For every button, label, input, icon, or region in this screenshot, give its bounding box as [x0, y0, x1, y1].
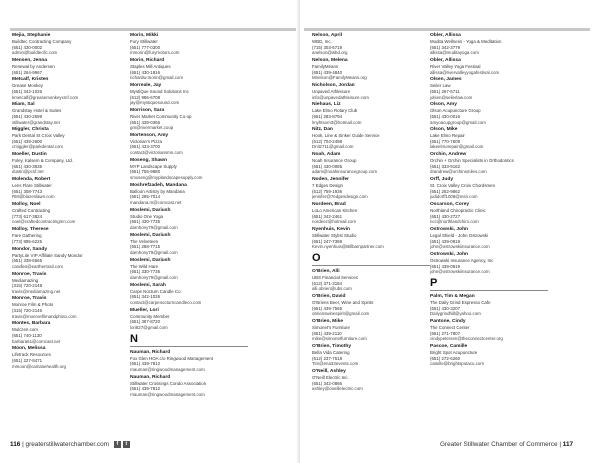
entry-phone: (651) 439-2110: [312, 330, 342, 336]
entry-name: Pascoe, Camille: [430, 344, 468, 350]
entry-name: Molloy, Therese: [12, 227, 49, 233]
entry-name: Ostrowski, John: [430, 227, 469, 233]
entry-business: Fox Glen HOA c/o Ringwood Management: [130, 355, 213, 361]
directory-entry: [130, 283, 248, 306]
entry-phone: (651) 439-0366: [130, 119, 161, 125]
entry-name: Mueller, Lori: [130, 307, 159, 313]
entry-email[interactable]: obrienswinespirit@gmail.com: [312, 311, 370, 317]
entry-business: Legal Shield - John Ostrowski: [430, 233, 489, 239]
entry-name: Moeller, Dustin: [12, 152, 47, 158]
entry-name: Morreale, Jay: [130, 82, 162, 88]
footer-website[interactable]: greaterstillwaterchamber.com: [25, 441, 109, 449]
entry-email[interactable]: john@ostrowskiinsurance.com: [430, 269, 490, 275]
entry-phone: (651) 439-0919: [430, 238, 461, 244]
top-rule: [304, 28, 590, 31]
entry-name: Morrison, Sara: [130, 107, 165, 113]
entry-email[interactable]: darnhony79@gmail.com: [130, 274, 178, 280]
entry-business: Lifetrack Resources: [12, 352, 51, 358]
entry-email[interactable]: ashley@oneillelectric.com: [312, 386, 363, 392]
directory-entry: [430, 177, 548, 200]
directory-entry: [430, 252, 548, 275]
entry-phone: (651) 430-2699: [12, 113, 43, 119]
directory-entry: [430, 344, 548, 367]
entry-business: 7 Edges Design: [312, 183, 343, 189]
entry-name: Mejia, Stephanie: [12, 33, 51, 38]
entry-email[interactable]: cindypetersen@theconnectcenter.org: [430, 336, 503, 342]
directory-entry: [12, 272, 130, 295]
entry-phone: (651) 430-0002: [12, 44, 43, 50]
directory-entry: [12, 127, 130, 150]
entry-email[interactable]: candles@earthentrail.com: [12, 263, 64, 269]
entry-business: Unpaved Athleisure: [312, 88, 351, 94]
entry-email[interactable]: lakeelmorepair@gmail.com: [430, 144, 484, 150]
page-number-right: 117: [562, 441, 574, 448]
entry-email[interactable]: barbara61@comcast.net: [12, 338, 61, 344]
directory-entry: [12, 321, 130, 344]
entry-email[interactable]: mmorin@furymotors.com: [130, 50, 180, 56]
entry-business: Staples Mill Antiques: [130, 63, 171, 69]
entry-name: O'Brien, David: [312, 294, 346, 300]
directory-column-1: [12, 33, 130, 371]
entry-email[interactable]: alli.obrien@ubs.com: [312, 286, 352, 292]
directory-entry: [130, 133, 248, 156]
entry-business: Carpe Nocturn Candle Co: [130, 288, 181, 294]
entry-name: Nelson, April: [312, 33, 342, 38]
directory-entry: [312, 227, 430, 250]
entry-name: Moshrefzadeh, Mandana: [130, 182, 187, 188]
social-icons: [114, 441, 130, 448]
entry-name: Moon, Melissa: [12, 346, 46, 352]
entry-phone: (612) 986-6708: [130, 94, 161, 100]
entry-email[interactable]: lmyhtsom3@hotmail.com: [312, 119, 362, 125]
entry-email[interactable]: judidorff1008@msn.com: [430, 194, 478, 200]
entry-email[interactable]: jennifer@7edgesdesign.com: [312, 194, 368, 200]
entry-business: Victorian's Pizza: [130, 138, 162, 144]
directory-entry: [312, 102, 430, 125]
directory-entry: [430, 227, 548, 250]
entry-business: Crafted Contracting: [12, 208, 51, 214]
entry-name: Ostrowski, John: [430, 252, 469, 258]
directory-entry: [12, 33, 130, 56]
entry-business: Renewal by Andersen: [12, 63, 55, 69]
entry-email[interactable]: info@unpavedathleisure.com: [312, 94, 369, 100]
entry-phone: (612) 371-3184: [312, 280, 343, 286]
entry-phone: (651) 338-6565: [12, 258, 43, 264]
entry-business: River Valley Yoga Festival: [430, 63, 481, 69]
entry-email[interactable]: adam@noahinsurancegroup.com: [312, 169, 377, 175]
entry-business: Fare Gathering: [12, 233, 42, 239]
entry-email[interactable]: anelson@wbd.org: [312, 50, 348, 56]
entry-email[interactable]: contact@victoriansmn.com: [130, 150, 183, 156]
entry-email[interactable]: Dailygrindhill@yahoo.com: [430, 311, 481, 317]
directory-entry: [12, 152, 130, 175]
directory-entry: [130, 108, 248, 131]
entry-business: Grandstay Hotel & Suites: [12, 108, 62, 114]
entry-email[interactable]: rnauman@ringwoodmanagement.com: [130, 366, 205, 372]
entry-name: Moslemi, Dariush: [130, 232, 171, 238]
entry-name: Morin, Mikki: [130, 33, 159, 38]
directory-entry: [12, 227, 130, 244]
entry-business: Stillwater Stylist Studio: [312, 233, 357, 239]
entry-name: Olson, Amy: [430, 102, 457, 108]
directory-entry: [430, 152, 548, 175]
left-footer: 116 | greaterstillwaterchamber.com f t: [10, 441, 130, 449]
directory-entry: [430, 202, 548, 225]
entry-name: Orchin, Andrew: [430, 152, 467, 158]
entry-name: Mondor, Sandy: [12, 246, 48, 252]
entry-name: O'Neill, Ashley: [312, 369, 346, 374]
entry-business: O'Briens Beer, Wine and Spirits: [312, 300, 374, 306]
entry-phone: (651) 439-7812: [130, 386, 161, 392]
entry-phone: (651) 770-7609: [430, 138, 461, 144]
entry-email[interactable]: noel@craftedcontractingmn.com: [12, 219, 76, 225]
entry-phone: (651) 288-7715: [130, 244, 161, 250]
entry-name: Mensen, Jenna: [12, 57, 48, 63]
entry-business: UBS Financial Services: [312, 275, 358, 281]
entry-name: Niehaus, Liz: [312, 102, 341, 108]
entry-phone: (773) 617-3824: [12, 213, 43, 219]
entry-email[interactable]: admin@buildtecllc.com: [12, 50, 58, 56]
right-footer: Greater Stillwater Chamber of Commerce | 117: [440, 441, 574, 448]
entry-phone: (651) 430-1816: [130, 69, 161, 75]
entry-name: O'Brien, Alli: [312, 269, 340, 275]
entry-name: Nauman, Richard: [130, 374, 171, 380]
entry-phone: (651) 227-8471: [12, 358, 43, 363]
entry-email[interactable]: smoseng@myplandscapesupply.com: [130, 175, 203, 181]
entry-business: PartyLite VIP Affiliate Sandy Mondor: [12, 252, 83, 258]
entry-business: Mudita Wellness - Yoga & Meditation: [430, 39, 502, 44]
entry-email[interactable]: allissa@muditayoga.com: [430, 50, 479, 56]
entry-phone: (651) 271-7807: [430, 330, 461, 336]
directory-entry: [430, 58, 548, 75]
entry-email[interactable]: camille@brightspotacu.com: [430, 361, 484, 367]
entry-phone: (651) 777-0300: [130, 44, 161, 50]
entry-phone: (651) 267-6711: [430, 88, 460, 94]
entry-phone: (651) 295-7014: [130, 194, 161, 200]
entry-name: O'Brien, Mike: [312, 319, 344, 325]
entry-email[interactable]: travis@mediamazing.net: [12, 288, 61, 294]
entry-name: Moslemi, Dariush: [130, 207, 171, 213]
entry-name: Obler, Allissa: [430, 57, 461, 63]
entry-business: Lake Elmo Repair: [430, 133, 465, 139]
directory-entry: [130, 375, 248, 398]
entry-business: Simonet's Furniture: [312, 325, 350, 331]
entry-business: River Market Community Co-op: [130, 113, 192, 119]
entry-phone: (651) 247-7369: [312, 238, 343, 244]
letter-section-header: N: [130, 333, 248, 347]
entry-phone: (651) 430-2727: [430, 213, 461, 219]
entry-name: Montes, Barbara: [12, 321, 51, 327]
facebook-icon[interactable]: f: [114, 441, 121, 448]
entry-phone: (651) 430-7735: [130, 219, 161, 225]
entry-business: Orchin + Orchin Specialists in Orthodontics: [430, 158, 514, 164]
entry-phone: (315) 720-2148: [12, 283, 43, 289]
entry-name: Nordeen, Brad: [312, 202, 346, 208]
directory-entry: [430, 33, 548, 56]
directory-entry: [430, 102, 548, 125]
entry-email[interactable]: allissa@rivervalleyyogafestival.com: [430, 69, 500, 75]
entry-business: Noah Insurance Group: [312, 158, 357, 164]
entry-phone: (651) 439-7565: [312, 305, 343, 311]
entry-name: Nitz, Dan: [312, 127, 333, 133]
entry-email[interactable]: lori827@gmail.com: [130, 324, 168, 330]
entry-business: Olson Acupuncture Group: [430, 108, 481, 114]
entry-email[interactable]: Dnitz711@gmail.com: [312, 144, 354, 150]
directory-entry: [312, 83, 430, 100]
directory-column-4: [430, 33, 548, 369]
directory-entry: [12, 77, 130, 100]
entry-phone: (651) 342-3779: [430, 44, 461, 50]
entry-name: Molenda, Robert: [12, 177, 51, 183]
entry-business: O'Neill Electric Inc.: [312, 375, 349, 380]
entry-phone: (651) 264-9967: [12, 69, 43, 75]
entry-phone: (651) 439-7812: [130, 361, 161, 367]
entry-email[interactable]: rnauman@ringwoodmanagement.com: [130, 391, 205, 397]
entry-business: FamilyMeans: [312, 63, 339, 69]
entry-name: Noden, Jennifer: [312, 177, 349, 183]
directory-entry: [130, 233, 248, 256]
entry-email[interactable]: kmetcalf@greasemonkeyxmf.com: [12, 94, 79, 100]
directory-entry: [312, 202, 430, 225]
directory-entry: [312, 269, 430, 292]
entry-name: Morin, Richard: [130, 57, 165, 63]
letter-section-header: O: [312, 252, 430, 266]
directory-entry: [130, 308, 248, 331]
directory-entry: [312, 294, 430, 317]
entry-phone: (651) 439-0919: [430, 263, 461, 269]
entry-phone: (651) 439-2600: [12, 138, 43, 144]
entry-email[interactable]: Kevin.nyenhuis@Billbampartner.com: [312, 244, 384, 250]
entry-phone: (651) 333-9162: [430, 163, 461, 169]
entry-business: Foley, Kalsem & Company, Ltd.: [12, 158, 74, 164]
entry-business: St. Croix Valley Croix Chordsmen: [430, 183, 496, 189]
entry-business: MYP Landscape Supply: [130, 163, 177, 169]
directory-entry: [312, 152, 430, 175]
entry-name: Miggler, Christa: [12, 127, 49, 133]
entry-business: Northland Chiropractic Clinic: [430, 208, 486, 214]
entry-business: Lake Elmo Rotary Club: [312, 108, 358, 114]
entry-name: Moslemi, Sarah: [130, 282, 166, 288]
entry-email[interactable]: cmiggler@parkdental.com: [12, 144, 64, 150]
entry-business: Seiler Law: [430, 83, 451, 89]
entry-phone: (651) 330-7735: [130, 269, 161, 275]
entry-business: The Wild Hare: [130, 263, 159, 269]
entry-business: Buildtec Contracting Company: [12, 39, 72, 44]
entry-email[interactable]: mmoon@camasehealth.org: [12, 363, 66, 369]
directory-entry: [312, 319, 430, 342]
directory-column-2: [130, 33, 248, 400]
entry-phone: (651) 387-8720: [130, 319, 161, 325]
entry-phone: (715) 303-6719: [312, 44, 343, 50]
entry-business: Ostrowski Insurance Agency, Inc: [430, 258, 494, 264]
entry-business: Mulczen.com: [12, 327, 38, 333]
entry-name: O'Brien, Timothy: [312, 344, 352, 350]
entry-business: Lens Flare Stillwater: [12, 183, 52, 189]
entry-business: Fury Stillwater: [130, 39, 158, 44]
entry-phone: (612) 759-1936: [312, 188, 343, 194]
directory-entry: [312, 369, 430, 392]
entry-email[interactable]: jolsen@seilerlaw.com: [430, 94, 473, 100]
entry-email[interactable]: richardw.morin@gmail.com: [130, 75, 184, 81]
directory-entry: [130, 33, 248, 56]
entry-name: Palm, Tim & Megan: [430, 294, 475, 300]
entry-email[interactable]: mike@simonetfurniture.com: [312, 336, 367, 342]
directory-entry: [12, 346, 130, 369]
entry-email[interactable]: ncc@northlandchiro.com: [430, 219, 479, 225]
directory-entry: [12, 296, 130, 319]
entry-name: Olsen, James: [430, 77, 462, 83]
entry-phone: (315) 720-2146: [12, 308, 43, 314]
directory-entry: [12, 177, 130, 200]
entry-email[interactable]: mandana.m@comcast.net: [130, 200, 182, 205]
entry-email[interactable]: contact@carpenocturncandleco.com: [130, 299, 202, 305]
entry-business: Mediamazing: [12, 277, 39, 283]
footer-organization: Greater Stillwater Chamber of Commerce: [440, 441, 558, 448]
entry-phone: (651) 430-3635: [12, 163, 43, 169]
entry-name: Oscarson, Corey: [430, 202, 470, 208]
entry-phone: (651) 430-0016: [430, 113, 461, 119]
entry-name: Moseng, Shawn: [130, 157, 167, 163]
entry-name: Mortenson, Amy: [130, 132, 169, 138]
entry-business: Community Member: [130, 313, 170, 319]
entry-email[interactable]: RM@blazeslawn.com: [12, 194, 55, 200]
directory-column-3: [312, 33, 430, 394]
entry-name: Orff, Judy: [430, 177, 454, 183]
entry-name: Monroe, Travis: [12, 296, 47, 302]
entry-business: The Velveteen: [130, 238, 159, 244]
entry-business: LoLo American Kitchen: [312, 208, 358, 214]
directory-entry: [312, 33, 430, 56]
entry-email[interactable]: darnhony79@gmail.com: [130, 249, 178, 255]
entry-email[interactable]: drandrew@orchinsmiles.com: [430, 169, 487, 175]
entry-name: Molloy, Noel: [12, 202, 41, 208]
directory-entry: [130, 58, 248, 81]
entry-phone: (651) 430-0085: [312, 163, 343, 169]
directory-entry: [12, 202, 130, 225]
entry-email[interactable]: Tim@ena33events.com: [312, 361, 359, 367]
entry-name: Monroe, Travis: [12, 271, 47, 277]
top-rule: [10, 28, 296, 31]
directory-entry: [430, 319, 548, 342]
entry-email[interactable]: amyoacupgroup@gmail.com: [430, 119, 486, 125]
directory-entry: [312, 127, 430, 150]
directory-entry: [130, 158, 248, 181]
entry-name: Obler, Allissa: [430, 33, 461, 38]
entry-business: Balloon Artistry by Mandana: [130, 188, 185, 194]
entry-business: Studio One Yoga: [130, 213, 163, 219]
entry-name: Miam, Sal: [12, 102, 35, 108]
entry-phone: (651) 433-3700: [130, 144, 161, 150]
entry-email[interactable]: stillwater@grandstay.net: [12, 119, 60, 125]
entry-phone: (612) 237-7518: [312, 355, 343, 361]
directory-entry: [12, 58, 130, 75]
entry-name: Nicholson, Jordan: [312, 82, 355, 88]
entry-business: Grease Monkey: [12, 83, 43, 89]
entry-business: Park Dental St Croix Valley: [12, 133, 65, 139]
entry-email[interactable]: gm@rivermarket.coop: [130, 125, 174, 131]
entry-business: Hook, Line & Sinker Guide Service: [312, 133, 380, 139]
entry-name: Olson, Mike: [430, 127, 458, 133]
entry-phone: (651) 308-7743: [12, 188, 43, 194]
entry-email[interactable]: nordeez@hotmail.com: [312, 219, 356, 225]
entry-email[interactable]: darnhony79@gmail.com: [130, 224, 178, 230]
entry-email[interactable]: john@ostrowskiinsurance.com: [430, 244, 490, 250]
entry-name: Moslemi, Dariush: [130, 257, 171, 263]
entry-business: Bright Spot Acupuncture: [430, 350, 478, 356]
entry-name: Nyenhuis, Kevin: [312, 227, 351, 233]
twitter-icon[interactable]: t: [123, 441, 130, 448]
entry-name: Metcalf, Kristen: [12, 77, 49, 83]
directory-entry: [130, 183, 248, 206]
entry-phone: (651) 262-9862: [430, 188, 461, 194]
entry-email[interactable]: jay@mystiquesound.com: [130, 100, 180, 106]
entry-phone: (651) 342-1026: [130, 294, 161, 300]
letter-section-header: P: [430, 277, 548, 291]
entry-phone: (651) 272-6260: [430, 355, 461, 361]
entry-phone: (651) 342-0886: [312, 380, 343, 386]
entry-name: Noah, Adam: [312, 152, 341, 158]
entry-phone: (651) 342-2461: [312, 213, 343, 219]
directory-entry: [130, 350, 248, 373]
entry-business: WBD, Inc.: [312, 39, 332, 44]
entry-name: Pantone, Cindy: [430, 319, 466, 325]
entry-phone: (651) 342-1026: [12, 88, 43, 94]
entry-email[interactable]: travis@monroefilmandphoto.com: [12, 313, 77, 319]
directory-entry: [12, 102, 130, 125]
entry-phone: (651) 283-8794: [312, 113, 343, 119]
directory-entry: [312, 58, 430, 81]
directory-entry: [130, 258, 248, 281]
entry-name: Nelson, Melena: [312, 57, 348, 63]
page-number-left: 116: [10, 441, 21, 449]
entry-business: MystiQue Sound Solutions Inc: [130, 88, 189, 94]
entry-phone: (773) 895-6225: [12, 238, 43, 244]
directory-entry: [12, 247, 130, 270]
entry-phone: (651) 755-9880: [130, 169, 161, 175]
entry-phone: (651) 439-4840: [312, 69, 343, 75]
directory-entry: [430, 77, 548, 100]
entry-business: Stillwater Crossings Condo Association: [130, 380, 207, 386]
directory-entry: [130, 83, 248, 106]
entry-email[interactable]: Mnelson@FamilyMeans.org: [312, 75, 367, 81]
entry-phone: (651) 740-1130: [12, 333, 42, 339]
entry-phone: (612) 704-2498: [312, 138, 343, 144]
directory-entry: [430, 294, 548, 317]
directory-entry: [312, 344, 430, 367]
directory-entry: [430, 127, 548, 150]
entry-phone: (651) 430-3207: [430, 305, 461, 311]
entry-business: Bella Vida Catering: [312, 350, 350, 356]
entry-email[interactable]: dustin@pcsf.net: [12, 169, 44, 175]
entry-business: The Connect Center: [430, 325, 470, 331]
entry-business: Monroe Film & Photo: [12, 302, 54, 308]
right-page: [300, 0, 600, 463]
entry-business: The Daily Grind Espresso Cafe: [430, 300, 491, 306]
directory-entry: [312, 177, 430, 200]
entry-name: Nauman, Richard: [130, 349, 171, 355]
directory-entry: [130, 208, 248, 231]
